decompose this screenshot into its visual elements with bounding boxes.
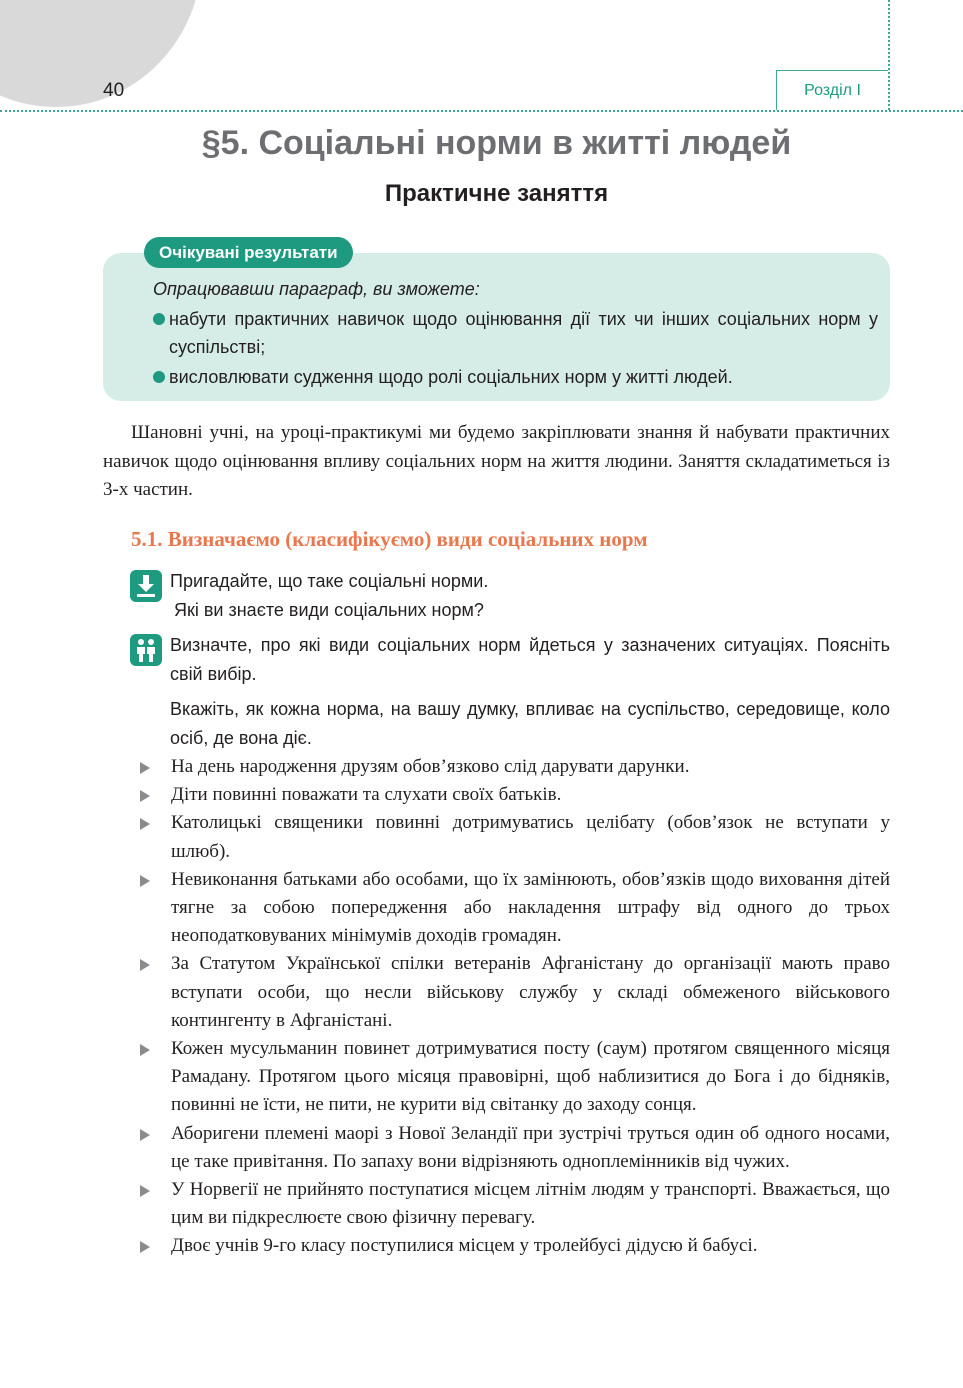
list-item xyxy=(140,1120,890,1176)
arrow-bullet-icon xyxy=(140,762,150,774)
arrow-bullet-icon xyxy=(140,1185,150,1197)
list-item xyxy=(140,781,890,809)
situation-text: Кожен мусульманин повинет дотримуватися посту (саум) протягом священного місяця Рамадану. Протягом цього місяця правовірні, щоб наблизитися до Бога і до бідняків, повинні не їсти, не пити, не курити від світанку до заходу сонця. xyxy=(171,1038,890,1116)
list-item xyxy=(140,809,890,865)
bullet-dot-icon xyxy=(153,371,165,383)
situation-text: Двоє учнів 9-го класу поступилися місцем у тролейбусі дідусю й бабусі. xyxy=(171,1235,758,1257)
intro-paragraph: Шановні учні, на уроці-практикумі ми будемо закріплювати знання й набувати практичних навичок щодо оцінювання впливу соціальних норм на життя людини. Заняття складатиметься із 3-х частин. xyxy=(103,422,890,500)
margin-divider xyxy=(888,0,890,110)
situation-text: Аборигени племені маорі з Нової Зеландії при зустрічі труться один об одного носами, це таке привітання. По запаху вони відрізняють одноплемінників від чужих. xyxy=(171,1122,890,1172)
list-item xyxy=(140,1035,890,1120)
results-item xyxy=(153,363,878,391)
list-item xyxy=(140,950,890,1035)
header-divider xyxy=(0,110,963,112)
list-item xyxy=(140,866,890,951)
arrow-bullet-icon xyxy=(140,818,150,830)
expected-results-badge: Очікувані результати xyxy=(144,237,353,268)
results-item xyxy=(153,305,878,361)
situation-text: Діти повинні поважати та слухати своїх батьків. xyxy=(171,784,562,806)
page-subtitle: Практичне заняття xyxy=(384,180,609,207)
pair-task-text: Вкажіть, як кожна норма, на вашу думку, впливає на суспільство, середовище, коло осіб, де вона діє. xyxy=(170,699,890,748)
results-item-text: набути практичних навичок щодо оцінювання дії тих чи інших соціальних норм у суспільстві; xyxy=(169,309,878,357)
recall-line: Які ви знаєте види соціальних норм? xyxy=(174,600,484,620)
recall-line: Пригадайте, що таке соціальні норми. xyxy=(170,571,489,591)
corner-decoration xyxy=(0,0,202,107)
results-intro: Опрацювавши параграф, ви зможете: xyxy=(153,279,480,299)
pair-task xyxy=(130,631,890,753)
section-tab xyxy=(776,70,888,110)
arrow-bullet-icon xyxy=(140,1241,150,1253)
situations-list xyxy=(140,753,890,1261)
expected-results-box xyxy=(103,253,890,401)
section-tab-label: Розділ І xyxy=(804,81,861,99)
arrow-bullet-icon xyxy=(140,875,150,887)
situation-text: У Норвегії не прийнято поступатися місцем літнім людям у транспорті. Вважається, що цим ви підкреслюєте свою фізичну перевагу. xyxy=(171,1179,890,1229)
download-icon xyxy=(130,570,162,602)
results-item-text: висловлювати судження щодо ролі соціальних норм у житті людей. xyxy=(169,367,733,387)
list-item xyxy=(140,1176,890,1232)
situation-text: За Статутом Української спілки ветеранів Афганістану до організації мають право вступати особи, що несли військову службу у складі обмеженого військового контингенту в Афганістані. xyxy=(171,953,890,1031)
pair-work-icon xyxy=(130,634,162,666)
page-number: 40 xyxy=(103,80,125,101)
pair-task-text: Визначте, про які види соціальних норм йдеться у зазначених ситуаціях. Поясніть свій вибір. xyxy=(170,635,890,684)
recall-task xyxy=(130,567,890,625)
arrow-bullet-icon xyxy=(140,790,150,802)
list-item xyxy=(140,1232,890,1260)
page-title: §5. Соціальні норми в житті людей xyxy=(201,124,792,162)
bullet-dot-icon xyxy=(153,313,165,325)
situation-text: Невиконання батьками або особами, що їх замінюють, обов’язків щодо виховання дітей тягне за собою попередження або накладення штрафу від одного до трьох неоподатковуваних мінімумів доходів громадян. xyxy=(171,868,890,947)
section-heading: 5.1. Визначаємо (класифікуємо) види соціальних норм xyxy=(131,527,648,551)
situation-text: Католицькі священики повинні дотримуватись целібату (обов’язок не вступати у шлюб). xyxy=(171,812,890,862)
arrow-bullet-icon xyxy=(140,1129,150,1141)
arrow-bullet-icon xyxy=(140,1044,150,1056)
situation-text: На день народження друзям обов’язково слід дарувати дарунки. xyxy=(171,756,690,777)
arrow-bullet-icon xyxy=(140,959,150,971)
list-item xyxy=(140,753,890,781)
